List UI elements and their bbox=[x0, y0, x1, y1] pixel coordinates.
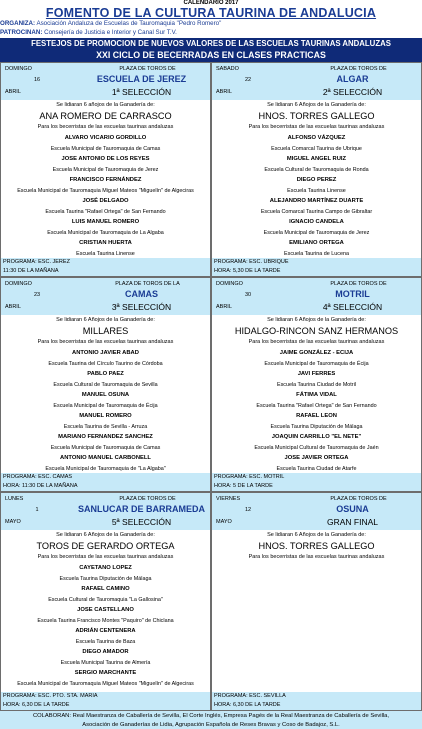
event-month: ABRIL bbox=[5, 89, 21, 95]
participant-school: Escuela Taurina del Círculo Taurino de Córdoba bbox=[48, 360, 163, 367]
event-header bbox=[212, 63, 421, 100]
participant-name: RAFAEL LEON bbox=[296, 413, 337, 419]
event-hora: HORA: 5,30 DE LA TARDE bbox=[212, 267, 421, 276]
participant-name: EMILIANO ORTEGA bbox=[289, 240, 344, 246]
participant-school: Escuela Municipal de Tauromaquia de Camas bbox=[50, 145, 161, 152]
event-header bbox=[212, 493, 421, 530]
ganaderia-name: HIDALGO-RINCON SANZ HERMANOS bbox=[234, 326, 399, 336]
ganaderia-label: Se lidiaran 6 Añojos de la Ganadería de: bbox=[267, 102, 366, 108]
event-selection: 1ª SELECCIÓN bbox=[111, 87, 172, 97]
ganaderia-label: Se lidiaran 6 Añojos de la Ganadería de: bbox=[267, 317, 366, 323]
event-city: ALGAR bbox=[336, 74, 369, 84]
event-hora: 11:30 DE LA MAÑANA bbox=[1, 267, 210, 276]
event-month: ABRIL bbox=[5, 304, 21, 310]
participant-school: Escuela Municipal de Tauromaquia Miguel Mateos "Miguelín" de Algeciras bbox=[17, 187, 194, 194]
participant-name: SERGIO MARCHANTE bbox=[74, 670, 137, 676]
participant-name: ALFONSO VÁZQUEZ bbox=[287, 135, 346, 141]
event-plaza-label: PLAZA DE TOROS DE bbox=[330, 281, 387, 287]
event-selection: 2ª SELECCIÓN bbox=[322, 87, 383, 97]
page-title: FOMENTO DE LA CULTURA TAURINA DE ANDALUCIA bbox=[45, 6, 377, 20]
cycle-banner bbox=[0, 38, 422, 62]
participant-school: Escuela Cultural de Tauromaquia "La Gallosina" bbox=[48, 596, 163, 603]
organiza-line bbox=[0, 20, 422, 28]
event-header bbox=[1, 63, 210, 100]
event-hora: HORA: 5 DE LA TARDE bbox=[212, 482, 421, 491]
participant-name: ANTONIO JAVIER ABAD bbox=[72, 350, 139, 356]
participants-list bbox=[1, 563, 210, 689]
event-selection: 5ª SELECCIÓN bbox=[111, 517, 172, 527]
event-date: 30 bbox=[244, 292, 252, 298]
event-weekday: DOMINGO bbox=[5, 66, 32, 72]
participant-school: Escuela Municipal Cultural de Tauromaquia de Jaén bbox=[254, 444, 379, 451]
event-month: ABRIL bbox=[216, 304, 232, 310]
participant-name: RAFAEL CAMINO bbox=[81, 586, 130, 592]
event-card bbox=[0, 62, 211, 277]
footer-collaborators bbox=[0, 711, 422, 729]
organiza-value: Asociación Andaluza de Escuelas de Tauromaquia "Pedro Romero" bbox=[36, 20, 222, 27]
events-grid bbox=[0, 62, 422, 711]
participant-school: Escuela Comarcal Taurina Campo de Gibraltar bbox=[260, 208, 373, 215]
event-selection: 4ª SELECCIÓN bbox=[322, 302, 383, 312]
participant-school: Escuela Taurina Ciudad de Motril bbox=[276, 381, 356, 388]
participants-list bbox=[212, 348, 421, 474]
participant-name: DIEGO PEREZ bbox=[296, 177, 337, 183]
ganaderia-name: ANA ROMERO DE CARRASCO bbox=[39, 111, 172, 121]
event-header bbox=[1, 278, 210, 315]
participant-school: Escuela Taurina "Rafael Ortega" de San Fernando bbox=[45, 208, 166, 215]
participant-name: FÁTIMA VIDAL bbox=[296, 392, 337, 398]
event-city: OSUNA bbox=[336, 504, 369, 514]
ganaderia-name: TOROS DE GERARDO ORTEGA bbox=[36, 541, 175, 551]
participant-name: CRISTIAN HUERTA bbox=[79, 240, 132, 246]
participant-name: MARIANO FERNANDEZ SANCHEZ bbox=[58, 434, 153, 440]
event-plaza-label: PLAZA DE TOROS DE bbox=[330, 66, 387, 72]
participant-school: Escuela Municipal de Tauromaquia de Jerez bbox=[52, 166, 159, 173]
participant-name: JAIME GONZÁLEZ - ECIJA bbox=[279, 350, 354, 356]
participant-school: Escuela Taurina de Baza bbox=[75, 638, 136, 645]
event-plaza-label: PLAZA DE TOROS DE LA bbox=[115, 281, 180, 287]
event-programa: PROGRAMA: ESC. JEREZ bbox=[1, 258, 210, 267]
event-month: MAYO bbox=[5, 519, 21, 525]
event-programa: PROGRAMA: ESC. CAMAS bbox=[1, 473, 210, 482]
event-programa: PROGRAMA: ESC. MOTRIL bbox=[212, 473, 421, 482]
participant-name: ALEJANDRO MARTÍNEZ DUARTE bbox=[269, 198, 364, 204]
calendar-year-label: CALENDARIO 2017 bbox=[183, 0, 239, 6]
event-selection: GRAN FINAL bbox=[326, 517, 378, 527]
event-date: 16 bbox=[33, 77, 41, 83]
para-becerristas: Para los becerristas de las escuelas taurinas andaluzas bbox=[248, 124, 385, 130]
event-weekday: SABADO bbox=[216, 66, 239, 72]
participant-school: Escuela Municipal de Tauromaquia de Jerez bbox=[263, 229, 370, 236]
para-becerristas: Para los becerristas de las escuelas taurinas andaluzas bbox=[248, 339, 385, 345]
participant-name: MANUEL OSUNA bbox=[81, 392, 130, 398]
event-date: 22 bbox=[244, 77, 252, 83]
event-city: MOTRIL bbox=[335, 289, 370, 299]
event-plaza-label: PLAZA DE TOROS DE bbox=[330, 496, 387, 502]
participant-name: MIGUEL ANGEL RUIZ bbox=[286, 156, 347, 162]
event-hora: HORA: 6,30 DE LA TARDE bbox=[212, 701, 421, 710]
participant-name: JOSE JAVIER ORTEGA bbox=[284, 455, 349, 461]
event-city: SANLUCAR DE BARRAMEDA bbox=[78, 504, 205, 514]
event-card bbox=[211, 492, 422, 711]
participant-school: Escuela Municipal de Tauromaquia de Écija bbox=[53, 402, 158, 409]
event-card bbox=[0, 492, 211, 711]
ganaderia-name: HNOS. TORRES GALLEGO bbox=[258, 541, 375, 551]
patrocinan-value: Consejería de Justicia e Interior y Canal Sur T.V. bbox=[44, 29, 177, 36]
event-card bbox=[211, 62, 422, 277]
participant-name: ALVARO VICARIO GORDILLO bbox=[64, 135, 147, 141]
footer-line-1: COLABORAN: Real Maestranza de Caballería de Sevilla, El Corte Inglés, Empresa Pagés de la Real Maestranza de Caballería de Sevilla, bbox=[32, 713, 390, 719]
event-hora: HORA: 11:30 DE LA MAÑANA bbox=[1, 482, 210, 491]
event-selection: 3ª SELECCIÓN bbox=[111, 302, 172, 312]
patrocinan-line bbox=[0, 29, 422, 37]
para-becerristas: Para los becerristas de las escuelas taurinas andaluzas bbox=[37, 339, 174, 345]
event-card bbox=[211, 277, 422, 492]
ganaderia-name: HNOS. TORRES GALLEGO bbox=[258, 111, 375, 121]
participant-school: Escuela Taurina de Sevilla - Arruza bbox=[63, 423, 148, 430]
event-weekday: DOMINGO bbox=[5, 281, 32, 287]
event-programa: PROGRAMA: ESC. PTO. STA. MARIA bbox=[1, 692, 210, 701]
event-date: 23 bbox=[33, 292, 41, 298]
participant-school: Escuela Taurina Ciudad de Atarfe bbox=[276, 465, 357, 472]
para-becerristas: Para los becerristas de las escuelas taurinas andaluzas bbox=[37, 554, 174, 560]
event-programa: PROGRAMA: ESC. UBRIQUE bbox=[212, 258, 421, 267]
footer-line-2: Asociación de Ganaderías de Lidia, Agrupación Española de Reses Bravas y Coso de Badajoz, S.L. bbox=[82, 721, 340, 728]
participant-name: JOSÉ DELGADO bbox=[82, 198, 129, 204]
participant-school: Escuela Taurina "Rafael Ortega" de San Fernando bbox=[256, 402, 377, 409]
participant-school: Escuela Municipal de Tauromaquia Miguel Mateos "Miguelín" de Algeciras bbox=[17, 680, 194, 687]
event-header bbox=[212, 278, 421, 315]
participant-school: Escuela Taurina Diputación de Málaga bbox=[270, 423, 363, 430]
participant-school: Escuela Cultural de Tauromaquia de Sevilla bbox=[53, 381, 158, 388]
para-becerristas: Para los becerristas de las escuelas taurinas andaluzas bbox=[248, 554, 385, 560]
ganaderia-label: Se lidiaran 6 Añojos de la Ganadería de: bbox=[267, 532, 366, 538]
ganaderia-label: Se lidiaran 6 Añojos de la Ganadería de: bbox=[56, 532, 155, 538]
event-plaza-label: PLAZA DE TOROS DE bbox=[119, 66, 176, 72]
participant-school: Escuela Taurina Francisco Montes "Paquiro" de Chiclana bbox=[37, 617, 174, 624]
participant-name: PABLO PAEZ bbox=[87, 371, 124, 377]
participant-name: MANUEL ROMERO bbox=[79, 413, 132, 419]
participant-school: Escuela Taurina de Lucena bbox=[284, 250, 349, 257]
participant-name: ADRIÁN CENTENERA bbox=[75, 628, 136, 634]
banner-line-1: FESTEJOS DE PROMOCION DE NUEVOS VALORES DE LAS ESCUELAS TAURINAS ANDALUZAS bbox=[31, 39, 391, 48]
event-header bbox=[1, 493, 210, 530]
event-month: MAYO bbox=[216, 519, 232, 525]
participant-school: Escuela Municipal de Tauromaquia de "La Algaba" bbox=[45, 465, 166, 472]
participants-list bbox=[1, 133, 210, 259]
participant-school: Escuela Comarcal Taurina de Ubrique bbox=[271, 145, 362, 152]
participant-name: JAVI FERRES bbox=[297, 371, 336, 377]
event-card bbox=[0, 277, 211, 492]
participant-school: Escuela Municipal de Tauromaquia de Camas bbox=[50, 444, 161, 451]
participant-school: Escuela Municipal Taurina de Almería bbox=[60, 659, 151, 666]
participants-list bbox=[212, 133, 421, 259]
event-programa: PROGRAMA: ESC. SEVILLA bbox=[212, 692, 421, 701]
participant-name: JOSE CASTELLANO bbox=[77, 607, 134, 613]
participant-name: LUIS MANUEL ROMERO bbox=[71, 219, 140, 225]
participant-school: Escuela Taurina Linense bbox=[287, 187, 346, 194]
participant-name: JOSE ANTONIO DE LOS REYES bbox=[61, 156, 150, 162]
event-weekday: VIERNES bbox=[216, 496, 241, 502]
participant-name: IGNACIO CANDELA bbox=[289, 219, 344, 225]
event-plaza-label: PLAZA DE TOROS DE bbox=[119, 496, 176, 502]
event-city: CAMAS bbox=[125, 289, 158, 299]
participant-name: ANTONIO MANUEL CARBONELL bbox=[60, 455, 151, 461]
event-date: 1 bbox=[35, 507, 39, 513]
ganaderia-name: MILLARES bbox=[82, 326, 129, 336]
event-weekday: DOMINGO bbox=[216, 281, 243, 287]
participant-name: FRANCISCO FERNÁNDEZ bbox=[69, 177, 142, 183]
para-becerristas: Para los becerristas de las escuelas taurinas andaluzas bbox=[37, 124, 174, 130]
ganaderia-label: Se lidiaran 6 añojos de la Ganadería de: bbox=[56, 102, 155, 108]
participant-school: Escuela Taurina Linense bbox=[76, 250, 135, 257]
participant-name: JOAQUIN CARRILLO "EL NETE" bbox=[271, 434, 362, 440]
organiza-label: ORGANIZA: bbox=[0, 20, 36, 27]
participants-list bbox=[1, 348, 210, 474]
ganaderia-label: Se lidiaran 6 Añojos de la Ganadería de: bbox=[56, 317, 155, 323]
event-date: 12 bbox=[244, 507, 252, 513]
participant-school: Escuela Cultural de Tauromaquia de Ronda bbox=[264, 166, 369, 173]
participant-name: CAYETANO LOPEZ bbox=[79, 565, 132, 571]
participant-school: Escuela Municipal de Tauromaquia de Écija bbox=[264, 360, 369, 367]
event-month: ABRIL bbox=[216, 89, 232, 95]
participant-name: DIEGO AMADOR bbox=[82, 649, 129, 655]
event-weekday: LUNES bbox=[5, 496, 24, 502]
event-hora: HORA: 6,30 DE LA TARDE bbox=[1, 701, 210, 710]
banner-line-2: XXI CICLO DE BECERRADAS EN CLASES PRACTICAS bbox=[96, 50, 326, 60]
patrocinan-label: PATROCINAN: bbox=[0, 29, 43, 36]
participant-school: Escuela Taurina Diputación de Málaga bbox=[59, 575, 152, 582]
participant-school: Escuela Municipal de Tauromaquia de La Algaba bbox=[47, 229, 164, 236]
event-city: ESCUELA DE JEREZ bbox=[96, 74, 187, 84]
